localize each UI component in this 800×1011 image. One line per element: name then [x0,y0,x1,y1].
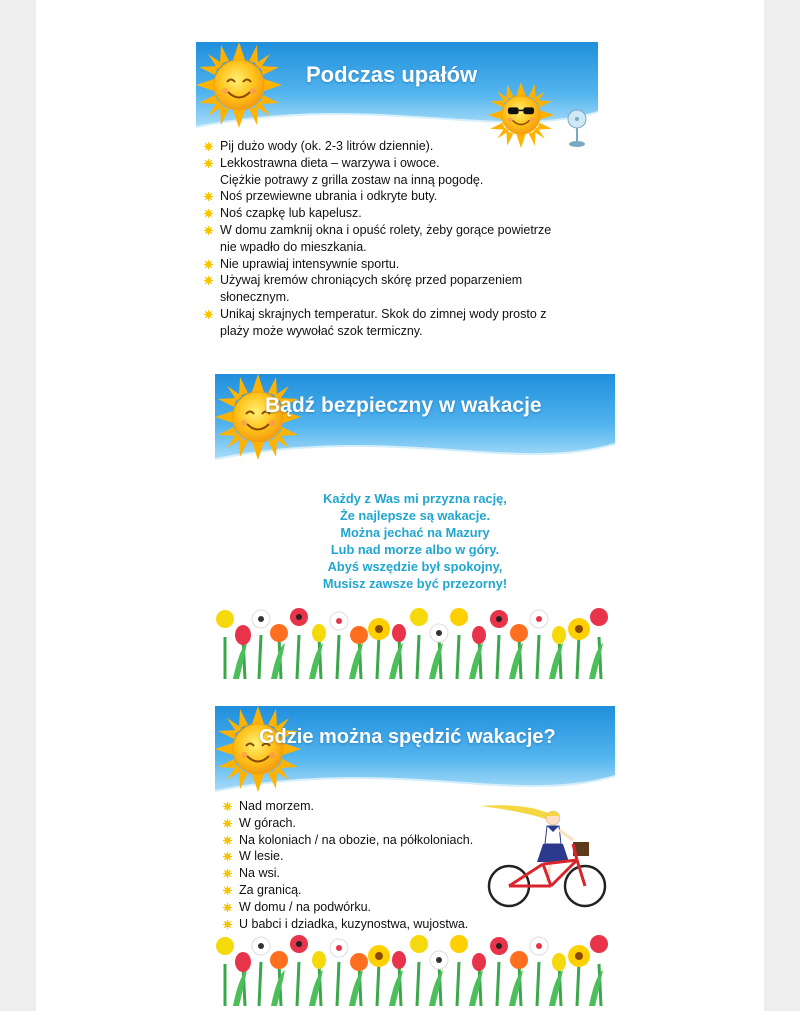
list-item: U babci i dziadka, kuzynostwa, wujostwa. [223,916,493,933]
list-item: Lekkostrawna dieta – warzywa i owoce. [204,155,592,172]
holiday-places-list [223,798,493,932]
list-item: W domu / na podwórku. [223,899,493,916]
list-item-continuation: Ciężkie potrawy z grilla zostaw na inną pogodę. [220,172,484,187]
slide-safe-holidays [215,374,615,679]
list-item: Na wsi. [223,865,493,882]
sun-bullet-icon [223,852,232,861]
sun-bullet-icon [204,192,213,201]
poem-line: Można jechać na Mazury [340,525,490,540]
poem-line: Lub nad morze albo w góry. [330,542,500,557]
list-item-continuation: nie wpadło do mieszkania. [220,239,367,254]
slide-where-holidays [215,706,615,1006]
list-item: Unikaj skrajnych temperatur. Skok do zimnej wody prosto z [204,306,592,323]
sun-bullet-icon [223,819,232,828]
heat-tips-list [204,138,592,340]
list-item: W górach. [223,815,493,832]
smiling-sun-icon [196,42,282,128]
sun-bullet-icon [204,209,213,218]
list-item: Za granicą. [223,882,493,899]
poem-line: Każdy z Was mi przyzna rację, [323,491,507,506]
poem-line: Abyś wszędzie był spokojny, [327,559,503,574]
list-item: Na koloniach / na obozie, na półkoloniach. [223,832,493,849]
list-item: Noś czapkę lub kapelusz. [204,205,592,222]
poem-line: Musisz zawsze być przezorny! [322,576,508,591]
sun-bullet-icon [204,142,213,151]
slide-title: Gdzie można spędzić wakacje? [259,726,556,748]
sun-bullet-icon [223,903,232,912]
sun-bullet-icon [223,920,232,929]
flower-border-image [215,607,615,679]
sun-bullet-icon [223,886,232,895]
flower-border-image [215,934,615,1006]
slide-heat [196,42,598,342]
list-item: Pij dużo wody (ok. 2-3 litrów dziennie). [204,138,592,155]
list-item: Nie uprawiaj intensywnie sportu. [204,256,592,273]
smiling-sun-icon [215,706,301,792]
list-item: Noś przewiewne ubrania i odkryte buty. [204,188,592,205]
sun-bullet-icon [204,159,213,168]
list-item: Nad morzem. [223,798,493,815]
poem-line: Że najlepsze są wakacje. [339,508,491,523]
sun-bullet-icon [204,260,213,269]
girl-on-bicycle-image [481,800,611,912]
sun-bullet-icon [204,226,213,235]
poem [215,490,615,592]
list-item-continuation: słonecznym. [220,290,290,305]
list-item: W lesie. [223,848,493,865]
list-item-continuation: plaży może wywołać szok termiczny. [220,323,423,338]
sun-bullet-icon [204,310,213,319]
list-item: Używaj kremów chroniących skórę przed poparzeniem [204,272,592,289]
sun-bullet-icon [223,802,232,811]
sun-bullet-icon [223,836,232,845]
sun-bullet-icon [204,276,213,285]
slide-title: Podczas upałów [306,62,478,87]
sun-bullet-icon [223,869,232,878]
list-item: W domu zamknij okna i opuść rolety, żeby gorące powietrze [204,222,592,239]
slide-title: Bądź bezpieczny w wakacje [265,394,542,417]
